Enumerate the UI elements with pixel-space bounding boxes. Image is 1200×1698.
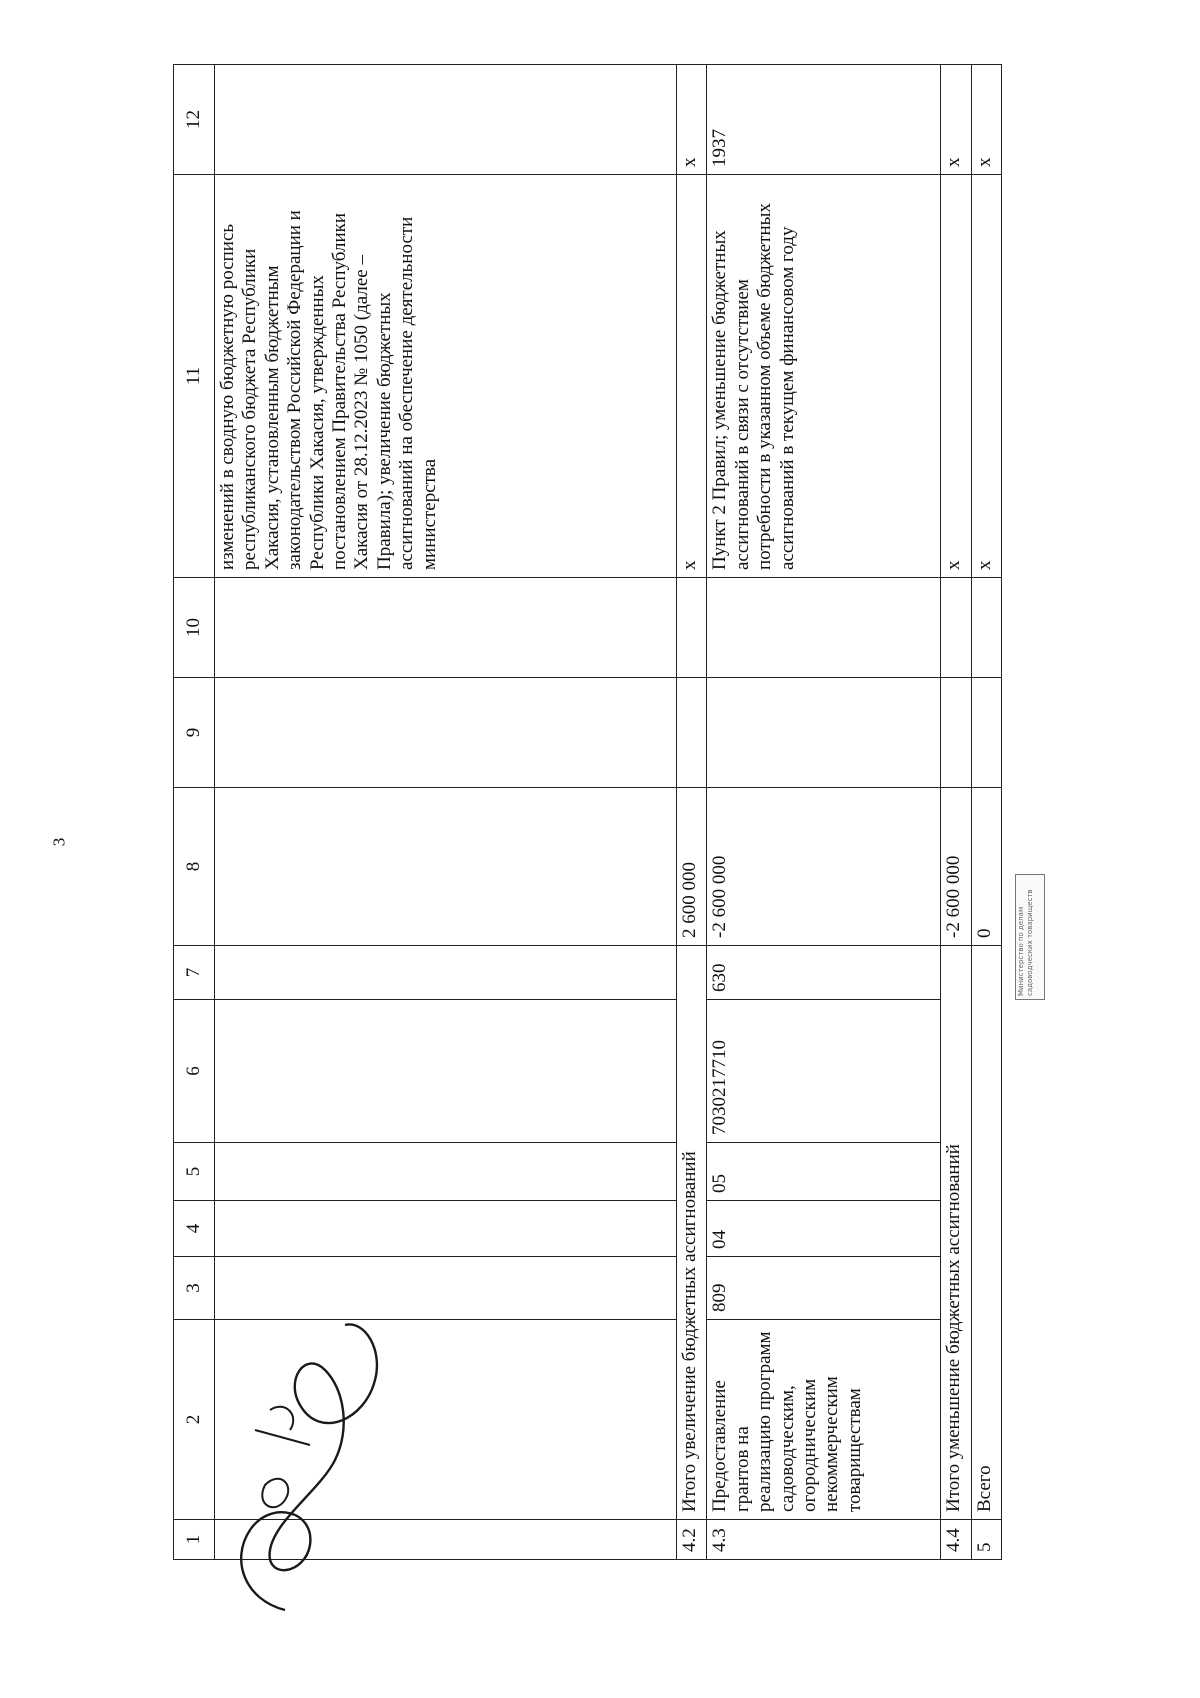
cell: x	[941, 175, 971, 578]
col-number: 6	[174, 1000, 215, 1143]
stamp	[1015, 874, 1045, 1000]
stamp-line: садоводческих товариществ	[1025, 889, 1034, 996]
cell	[215, 946, 677, 1000]
signature-stroke	[255, 1407, 310, 1445]
col-number: 1	[174, 1520, 215, 1560]
cell-justification: Пункт 2 Правил; уменьшение бюджетных ассигнований в связи с отсутствием потребности в указанном объеме бюджетных ассигнований в текущем финансовом году	[707, 175, 941, 578]
cell	[215, 1201, 677, 1257]
row-number: 4.4	[941, 1520, 971, 1560]
cell	[941, 678, 971, 788]
col-number: 3	[174, 1257, 215, 1320]
table-row	[707, 65, 941, 1560]
cell: 1937	[707, 65, 941, 175]
cell	[215, 1000, 677, 1143]
cell	[215, 578, 677, 678]
amount: -2 600 000	[941, 788, 971, 946]
cell-justification: изменений в сводную бюджетную роспись республиканского бюджета Республики Хакасия, установленным бюджетным законодательством Российской Федерации и Республики Хакасия, утвержденных постановлением Правительства Республики Хакасия от 28.12.2023 № 1050 (далее – Правила); увеличение бюджетных ассигнований на обеспечение деятельности министерства	[215, 175, 677, 578]
cell: 630	[707, 946, 941, 1000]
cell: 04	[707, 1201, 941, 1257]
row-number: 5	[971, 1520, 1001, 1560]
cell	[707, 678, 941, 788]
column-number-row	[174, 65, 215, 1560]
cell	[215, 788, 677, 946]
row-label: Всего	[971, 946, 1001, 1520]
cell: x	[676, 65, 706, 175]
col-number: 11	[174, 175, 215, 578]
cell	[215, 1143, 677, 1201]
col-number: 4	[174, 1201, 215, 1257]
row-number: 4.3	[707, 1520, 941, 1560]
cell: 7030217710	[707, 1000, 941, 1143]
amount: 2 600 000	[676, 788, 706, 946]
col-number: 10	[174, 578, 215, 678]
cell	[707, 578, 941, 678]
cell: 809	[707, 1257, 941, 1320]
cell	[676, 578, 706, 678]
cell: x	[971, 175, 1001, 578]
col-number: 8	[174, 788, 215, 946]
table-row-grand-total	[971, 65, 1001, 1560]
cell	[676, 678, 706, 788]
row-number: 4.2	[676, 1520, 706, 1560]
col-number: 7	[174, 946, 215, 1000]
cell	[941, 578, 971, 678]
signature-stroke	[241, 1324, 377, 1610]
row-label: Итого уменьшение бюджетных ассигнований	[941, 946, 971, 1520]
cell-purpose: Предоставление грантов на реализацию программ садоводческим, огородническим некоммерческим товариществам	[707, 1320, 941, 1520]
cell	[215, 678, 677, 788]
amount: 0	[971, 788, 1001, 946]
page-number: 3	[49, 837, 69, 847]
cell: x	[971, 65, 1001, 175]
cell: 05	[707, 1143, 941, 1201]
col-number: 9	[174, 678, 215, 788]
signature-stroke	[262, 1479, 288, 1507]
cell: x	[941, 65, 971, 175]
stamp-line: Министерство по делам	[1017, 906, 1025, 996]
col-number: 2	[174, 1320, 215, 1520]
cell: x	[676, 175, 706, 578]
signature	[225, 1310, 385, 1620]
amount: -2 600 000	[707, 788, 941, 946]
col-number: 5	[174, 1143, 215, 1201]
row-label: Итого увеличение бюджетных ассигнований	[676, 946, 706, 1520]
cell	[971, 678, 1001, 788]
cell	[971, 578, 1001, 678]
col-number: 12	[174, 65, 215, 175]
table-row-total-increase	[676, 65, 706, 1560]
cell	[215, 65, 677, 175]
table-row-total-decrease	[941, 65, 971, 1560]
